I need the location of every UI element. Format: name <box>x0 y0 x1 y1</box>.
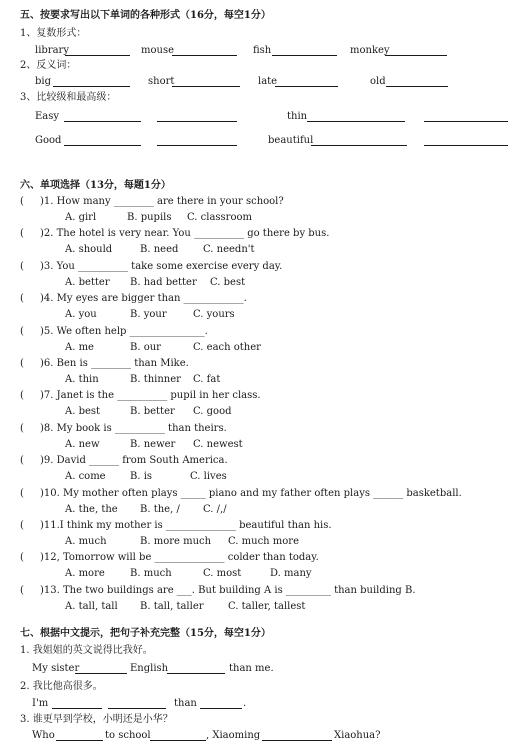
antonym-word-2: short <box>148 76 175 87</box>
option-c[interactable]: C. /,/ <box>203 503 227 515</box>
t1-word-1: My sister <box>32 663 80 674</box>
plural-word-1: library <box>35 45 69 56</box>
antonym-blank-1[interactable] <box>53 77 130 87</box>
answer-paren[interactable]: ( <box>20 196 24 207</box>
comp-blank-6[interactable] <box>157 136 237 146</box>
answer-paren[interactable]: ( <box>20 260 24 272</box>
option-c[interactable]: C. classroom <box>187 212 252 223</box>
answer-paren[interactable]: ( <box>20 584 24 596</box>
t3-blank-2[interactable] <box>150 731 206 741</box>
t2-blank-1[interactable] <box>52 699 102 709</box>
t1-blank-2[interactable] <box>167 664 225 674</box>
section5-title: 五、按要求写出以下单词的各种形式（16分，每空1分） <box>20 10 271 21</box>
plural-blank-3[interactable] <box>272 46 337 56</box>
section5-sub2: 2、反义词： <box>20 60 77 71</box>
answer-paren[interactable]: ( <box>20 358 24 369</box>
question-text: )4. My eyes are bigger than ____________. <box>40 293 247 305</box>
comp-blank-1[interactable] <box>64 112 141 122</box>
plural-word-3: fish <box>253 45 272 56</box>
t2-word-3: . <box>243 698 247 709</box>
section5-sub3: 3、比较级和最高级： <box>20 92 117 103</box>
option-a[interactable]: A. thin <box>65 374 99 385</box>
option-a[interactable]: A. more <box>65 568 105 580</box>
question-text: )8. My book is __________ than theirs. <box>40 422 227 434</box>
question-text: )7. Janet is the __________ pupil in her class. <box>40 390 261 402</box>
plural-word-4: monkey <box>350 45 390 56</box>
option-a[interactable]: A. me <box>65 341 94 353</box>
option-b[interactable]: B. need <box>140 244 179 256</box>
t2-blank-3[interactable] <box>200 699 242 709</box>
comp-blank-7[interactable] <box>311 136 407 146</box>
comp-word-thin: thin <box>287 111 308 122</box>
option-c[interactable]: C. needn't <box>203 244 255 256</box>
translation-prompt-2: 2. 我比他高很多。 <box>20 681 103 692</box>
option-b[interactable]: B. is <box>130 471 153 483</box>
option-b[interactable]: B. better <box>130 406 175 418</box>
question-text: )13. The two buildings are ___. But building A is _________ than building B. <box>40 584 416 596</box>
answer-paren[interactable]: ( <box>20 390 24 402</box>
section6-title: 六、单项选择（13分，每题1分） <box>20 180 171 191</box>
antonym-blank-3[interactable] <box>275 77 338 87</box>
option-b[interactable]: B. pupils <box>127 212 172 223</box>
plural-blank-2[interactable] <box>172 46 237 56</box>
option-b[interactable]: B. our <box>130 341 161 353</box>
option-c[interactable]: C. each other <box>193 341 261 353</box>
t1-word-3: than me. <box>229 663 274 674</box>
t1-word-2: English <box>130 663 169 674</box>
question-text: )10. My mother often plays _____ piano and my father often plays ______ basketball. <box>40 487 462 499</box>
comp-blank-2[interactable] <box>157 112 237 122</box>
option-c[interactable]: C. newest <box>193 438 243 450</box>
answer-paren[interactable]: ( <box>20 228 24 240</box>
option-a[interactable]: A. better <box>65 276 110 288</box>
question-text: )2. The hotel is very near. You __________ go there by bus. <box>40 228 330 240</box>
t3-blank-1[interactable] <box>56 731 103 741</box>
option-a[interactable]: A. new <box>65 438 100 450</box>
antonym-blank-2[interactable] <box>172 77 240 87</box>
option-a[interactable]: A. should <box>65 244 113 256</box>
antonym-word-1: big <box>35 76 52 87</box>
t1-blank-1[interactable] <box>75 664 127 674</box>
comp-word-good: Good <box>35 135 62 146</box>
plural-word-2: mouse <box>141 45 174 56</box>
question-text: )5. We often help _______________. <box>40 325 208 337</box>
t3-word-1: Who <box>32 730 55 741</box>
question-text: )1. How many ________ are there in your school? <box>40 196 284 207</box>
plural-blank-1[interactable] <box>65 46 130 56</box>
t3-word-4: Xiaohua? <box>334 730 381 741</box>
answer-paren[interactable]: ( <box>20 455 24 467</box>
option-c[interactable]: C. taller, tallest <box>228 600 306 612</box>
section5-sub1: 1、复数形式： <box>20 28 87 39</box>
question-text: )9. David ______ from South America. <box>40 455 228 467</box>
option-c[interactable]: C. best <box>210 276 246 288</box>
option-b[interactable]: B. much <box>130 568 172 580</box>
option-b[interactable]: B. your <box>130 309 167 321</box>
antonym-word-3: late <box>258 76 278 87</box>
option-a[interactable]: A. girl <box>65 212 97 223</box>
t2-blank-2[interactable] <box>108 699 166 709</box>
translation-prompt-1: 1. 我姐姐的英文说得比我好。 <box>20 645 153 656</box>
comp-blank-8[interactable] <box>424 136 508 146</box>
answer-paren[interactable]: ( <box>20 487 24 499</box>
plural-blank-4[interactable] <box>385 46 447 56</box>
question-text: )12, Tomorrow will be ______________ colder than today. <box>40 552 319 564</box>
antonym-word-4: old <box>370 76 386 87</box>
option-c[interactable]: C. most <box>203 568 242 580</box>
option-c[interactable]: C. lives <box>190 471 227 483</box>
answer-paren[interactable]: ( <box>20 422 24 434</box>
option-a[interactable]: A. you <box>65 309 97 321</box>
comp-blank-4[interactable] <box>424 112 508 122</box>
option-b[interactable]: B. more much <box>140 536 212 547</box>
option-b[interactable]: B. newer <box>130 438 176 450</box>
option-b[interactable]: B. had better <box>130 276 197 288</box>
option-b[interactable]: B. tall, taller <box>140 600 204 612</box>
answer-paren[interactable]: ( <box>20 293 24 305</box>
option-a[interactable]: A. much <box>65 536 107 547</box>
option-a[interactable]: A. the, the <box>65 503 118 515</box>
answer-paren[interactable]: ( <box>20 325 24 337</box>
option-c[interactable]: C. fat <box>193 374 221 385</box>
option-a[interactable]: A. tall, tall <box>65 600 118 612</box>
comp-blank-5[interactable] <box>64 136 141 146</box>
comp-blank-3[interactable] <box>307 112 405 122</box>
question-text: )3. You __________ take some exercise every day. <box>40 260 283 272</box>
translation-prompt-3: 3. 谁更早到学校，小明还是小华？ <box>20 714 173 725</box>
question-text: )6. Ben is ________ than Mike. <box>40 358 189 369</box>
t2-word-2: than <box>174 698 197 709</box>
antonym-blank-4[interactable] <box>386 77 448 87</box>
question-text: )11.I think my mother is ______________ beautiful than his. <box>40 520 332 531</box>
section7-title: 七、根据中文提示，把句子补充完整（15分，每空1分） <box>20 628 271 639</box>
answer-paren[interactable]: ( <box>20 552 24 564</box>
option-c[interactable]: C. yours <box>193 309 235 321</box>
option-c[interactable]: C. good <box>193 406 232 418</box>
t3-word-2: to school <box>105 730 151 741</box>
option-a[interactable]: A. best <box>65 406 101 418</box>
comp-word-easy: Easy <box>35 111 60 122</box>
option-a[interactable]: A. come <box>65 471 106 483</box>
option-d[interactable]: D. many <box>270 568 312 580</box>
option-c[interactable]: C. much more <box>228 536 299 547</box>
t2-word-1: I'm <box>32 698 49 709</box>
t3-word-3: , Xiaoming <box>206 730 261 741</box>
option-b[interactable]: B. the, / <box>140 503 180 515</box>
answer-paren[interactable]: ( <box>20 520 24 531</box>
option-b[interactable]: B. thinner <box>130 374 181 385</box>
t3-blank-3[interactable] <box>262 731 332 741</box>
comp-word-beautiful: beautiful <box>268 135 314 146</box>
